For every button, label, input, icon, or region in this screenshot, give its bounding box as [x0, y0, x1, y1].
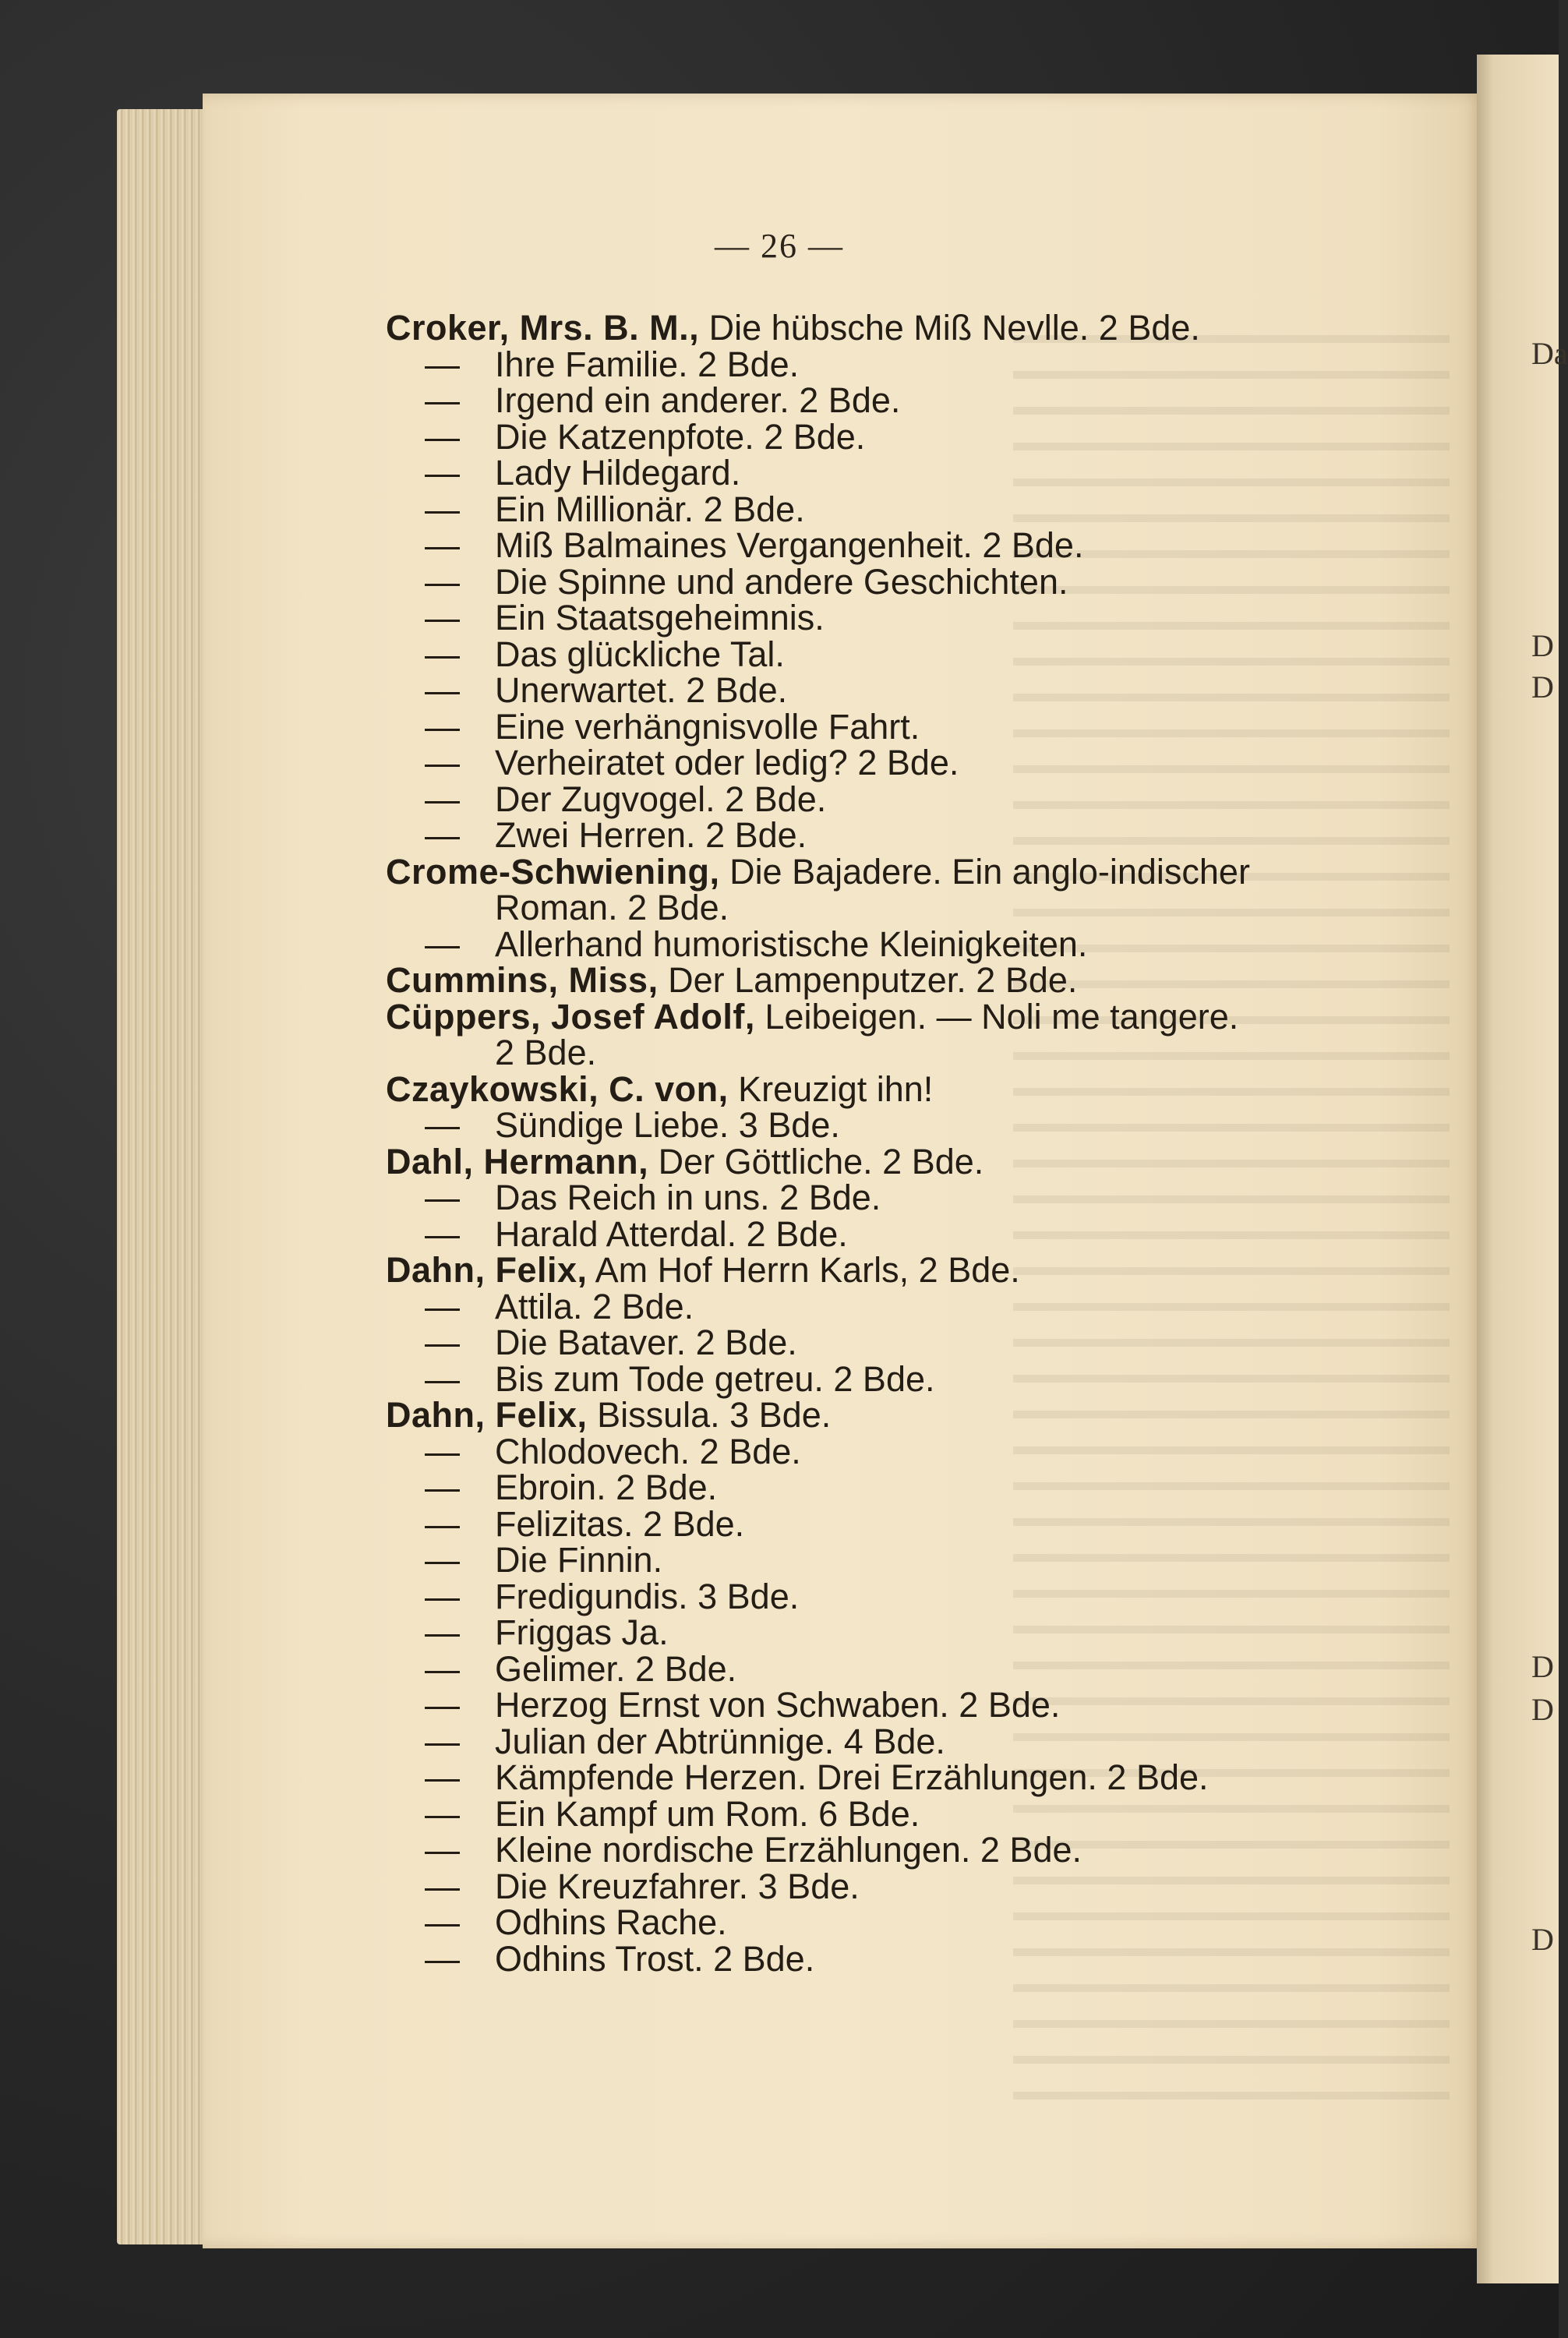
- title-entry: [386, 745, 1477, 782]
- title-entry: [386, 489, 1477, 529]
- title-entry: [386, 1612, 1477, 1652]
- book-title: Verheiratet oder ledig? 2 Bde.: [495, 743, 959, 782]
- book-title: Kämpfende Herzen. Drei Erzählungen. 2 Bde.: [495, 1757, 1209, 1797]
- book-title: Irgend ein anderer. 2 Bde.: [495, 380, 901, 420]
- ditto-dash: —: [425, 1178, 460, 1217]
- ditto-dash: —: [425, 453, 460, 493]
- ditto-dash: —: [425, 1576, 460, 1616]
- ditto-dash: —: [425, 1902, 460, 1942]
- ditto-dash: —: [425, 1286, 460, 1326]
- ditto-dash: —: [425, 743, 460, 782]
- ditto-dash: —: [425, 706, 460, 747]
- title-entry: [386, 1866, 1477, 1906]
- title-entry: [386, 525, 1477, 565]
- ditto-dash: —: [425, 815, 460, 855]
- title-entry: [386, 1721, 1477, 1761]
- ditto-dash: —: [425, 1757, 460, 1797]
- ditto-dash: —: [425, 525, 460, 565]
- catalog-entries: [386, 310, 1477, 1977]
- ditto-dash: —: [425, 1793, 460, 1834]
- book-title: Ein Staatsgeheimnis.: [495, 598, 825, 637]
- book-title: Lady Hildegard.: [495, 453, 741, 493]
- ditto-dash: —: [425, 1431, 460, 1471]
- title-entry: [386, 1648, 1477, 1689]
- author-name: Cüppers, Josef Adolf,: [386, 996, 755, 1037]
- title-entry: [386, 416, 1477, 457]
- title-entry: [386, 1757, 1477, 1797]
- author-entry: [386, 962, 1477, 999]
- ditto-dash: —: [425, 1323, 460, 1362]
- author-name: Crome-Schwiening,: [386, 851, 720, 892]
- book-title: Das Reich in uns. 2 Bde.: [495, 1178, 881, 1217]
- facing-page-fragment: D: [1531, 1649, 1554, 1684]
- title-entry: [386, 1180, 1477, 1217]
- book-title: Chlodovech. 2 Bde.: [495, 1431, 801, 1471]
- ditto-dash: —: [425, 779, 460, 819]
- continuation-line: Roman. 2 Bde.: [495, 888, 729, 927]
- author-entry: [386, 996, 1477, 1037]
- ditto-dash: —: [425, 561, 460, 602]
- author-entry: [386, 1141, 1477, 1181]
- page-number: — 26 —: [715, 227, 844, 265]
- ditto-dash: —: [425, 1830, 460, 1870]
- book-title: Miß Balmaines Vergangenheit. 2 Bde.: [495, 525, 1084, 565]
- ditto-dash: —: [425, 1213, 460, 1254]
- ditto-dash: —: [425, 1540, 460, 1580]
- author-name: Cummins, Miss,: [386, 960, 659, 1000]
- book-title: Bissula. 3 Bde.: [587, 1395, 832, 1435]
- title-entry: [386, 1107, 1477, 1144]
- title-entry: [386, 634, 1477, 674]
- ditto-dash: —: [425, 1648, 460, 1689]
- author-name: Czaykowski, C. von,: [386, 1068, 729, 1109]
- book-title: Das glückliche Tal.: [495, 634, 785, 674]
- ditto-dash: —: [425, 1866, 460, 1906]
- book-title: Die Spinne und andere Geschichten.: [495, 561, 1068, 602]
- ditto-dash: —: [425, 1503, 460, 1544]
- book-title: Am Hof Herrn Karls, 2 Bde.: [587, 1250, 1020, 1290]
- book-title: Die hübsche Miß Nevlle. 2 Bde.: [699, 308, 1200, 348]
- book-title: Der Lampenputzer. 2 Bde.: [658, 960, 1078, 1000]
- title-entry: [386, 1286, 1477, 1326]
- ditto-dash: —: [425, 1358, 460, 1399]
- author-entry: [386, 851, 1477, 892]
- title-entry: [386, 815, 1477, 855]
- book-title: Gelimer. 2 Bde.: [495, 1648, 737, 1689]
- continuation-line: 2 Bde.: [495, 1033, 597, 1072]
- title-entry: [386, 1542, 1477, 1579]
- book-title: Eine verhängnisvolle Fahrt.: [495, 706, 920, 747]
- title-entry: [386, 455, 1477, 492]
- author-entry: [386, 1252, 1477, 1289]
- book-title: Die Kreuzfahrer. 3 Bde.: [495, 1866, 860, 1906]
- title-entry: [386, 1793, 1477, 1834]
- title-entry: [386, 1832, 1477, 1869]
- author-entry: [386, 1068, 1477, 1109]
- book-title: Odhins Rache.: [495, 1902, 727, 1942]
- ditto-dash: —: [425, 924, 460, 964]
- book-title: Die Katzenpfote. 2 Bde.: [495, 416, 866, 457]
- author-name: Croker, Mrs. B. M.,: [386, 308, 700, 348]
- title-entry: [386, 924, 1477, 964]
- book-title: Harald Atterdal. 2 Bde.: [495, 1213, 848, 1254]
- title-entry: [386, 1902, 1477, 1942]
- ditto-dash: —: [425, 634, 460, 674]
- ditto-dash: —: [425, 380, 460, 420]
- book-title: Kreuzigt ihn!: [728, 1068, 934, 1109]
- title-entry: [386, 344, 1477, 384]
- book-title: Die Bataver. 2 Bde.: [495, 1323, 797, 1362]
- title-entry: [386, 706, 1477, 747]
- ditto-dash: —: [425, 670, 460, 710]
- book-title: Ein Millionär. 2 Bde.: [495, 489, 805, 529]
- book-title: Allerhand humoristische Kleinigkeiten.: [495, 924, 1088, 964]
- facing-page-fragment: D: [1531, 1922, 1554, 1957]
- book-title: Ein Kampf um Rom. 6 Bde.: [495, 1793, 920, 1834]
- book-title: Attila. 2 Bde.: [495, 1286, 694, 1326]
- book-title: Zwei Herren. 2 Bde.: [495, 815, 807, 855]
- facing-page-fragment: D: [1531, 1692, 1554, 1727]
- ditto-dash: —: [425, 598, 460, 637]
- book-title: Ebroin. 2 Bde.: [495, 1467, 718, 1507]
- author-name: Dahn, Felix,: [386, 1250, 588, 1290]
- book-title: Ihre Familie. 2 Bde.: [495, 344, 800, 384]
- title-entry: [386, 1325, 1477, 1361]
- ditto-dash: —: [425, 1467, 460, 1507]
- book-title: Herzog Ernst von Schwaben. 2 Bde.: [495, 1685, 1061, 1725]
- book-title: Sündige Liebe. 3 Bde.: [495, 1105, 840, 1145]
- title-entry: [386, 1431, 1477, 1471]
- facing-page-fragment: D: [1531, 628, 1554, 663]
- book-title: Julian der Abtrünnige. 4 Bde.: [495, 1721, 945, 1761]
- book-title: Die Bajadere. Ein anglo-indischer: [719, 851, 1250, 892]
- book-title: Fredigundis. 3 Bde.: [495, 1576, 800, 1616]
- title-entry: [386, 1213, 1477, 1254]
- book-title: Kleine nordische Erzählungen. 2 Bde.: [495, 1830, 1082, 1870]
- title-entry: [386, 1687, 1477, 1724]
- title-entry: [386, 779, 1477, 819]
- ditto-dash: —: [425, 1105, 460, 1145]
- author-name: Dahn, Felix,: [386, 1395, 588, 1435]
- facing-page-fragment: D: [1531, 669, 1554, 705]
- title-entry: [386, 1467, 1477, 1507]
- book-title: Bis zum Tode getreu. 2 Bde.: [495, 1358, 935, 1399]
- ditto-dash: —: [425, 1938, 460, 1979]
- book-title: Odhins Trost. 2 Bde.: [495, 1938, 815, 1979]
- book-title: Der Zugvogel. 2 Bde.: [495, 779, 827, 819]
- ditto-dash: —: [425, 416, 460, 457]
- title-entry: [386, 1576, 1477, 1616]
- title-entry: [386, 670, 1477, 710]
- book-title: Der Göttliche. 2 Bde.: [648, 1141, 984, 1181]
- book-title: Leibeigen. — Noli me tangere.: [754, 996, 1239, 1037]
- book-title: Unerwartet. 2 Bde.: [495, 670, 788, 710]
- facing-page-fragment: Da: [1531, 336, 1568, 371]
- book-title: Die Finnin.: [495, 1540, 663, 1580]
- ditto-dash: —: [425, 344, 460, 384]
- ditto-dash: —: [425, 1685, 460, 1725]
- title-entry: [386, 1503, 1477, 1544]
- title-entry: [386, 561, 1477, 602]
- book-title: Felizitas. 2 Bde.: [495, 1503, 745, 1544]
- ditto-dash: —: [425, 1612, 460, 1652]
- title-entry: [386, 1358, 1477, 1399]
- title-entry: [386, 380, 1477, 420]
- ditto-dash: —: [425, 489, 460, 529]
- author-entry: [386, 1397, 1477, 1434]
- author-name: Dahl, Hermann,: [386, 1141, 649, 1181]
- title-entry: [386, 600, 1477, 637]
- author-entry: [386, 310, 1477, 347]
- ditto-dash: —: [425, 1721, 460, 1761]
- title-entry: [386, 1938, 1477, 1979]
- book-title: Friggas Ja.: [495, 1612, 669, 1652]
